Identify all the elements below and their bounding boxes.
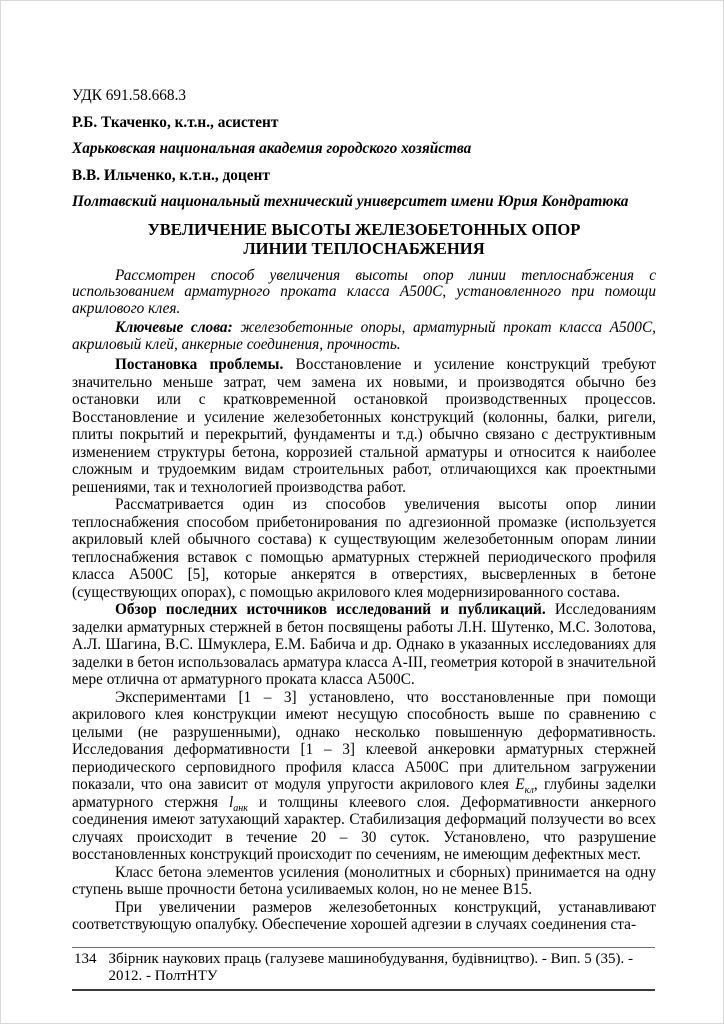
author-affiliation-1: Харьковская национальная академия городского хозяйства [72,140,472,157]
author-affiliation-2: Полтавский национальный технический университет имени Юрия Кондратюка [72,193,629,210]
udc-code: УДК 691.58.668.3 [72,87,187,104]
math-var-E: Е [515,776,525,794]
keywords-paragraph [72,320,656,353]
math-sub-ank: анк [233,803,248,815]
math-sub-kl: кл [524,785,534,797]
keywords-label: Ключевые слова: [115,319,233,337]
article-title [72,220,656,258]
paragraph-method-description: Рассматривается один из способов увеличения высоты опор линии теплоснабжения способом прибетонирования по адгезионной промазке (используется акриловый клей обычного состава) к существующим железобетонным опорам линии теплоснабжения вставок с помощью арматурных стержней периодического профиля класса А500С [5], которые анкерятся в отверстиях, высверленных в бетоне (существующих опорах), с помощью акрилового клея модернизированного состава. [72,496,656,601]
author-name-2: В.В. Ильченко, к.т.н., доцент [72,166,270,184]
keywords-list: железобетонные опоры, арматурный прокат класса А500С, акриловый клей, анкерные соединения, прочность. [72,319,656,353]
author-name-1: Р.Б. Ткаченко, к.т.н., асистент [72,113,279,131]
footer-journal-info: Збірник наукових праць (галузеве машинобудування, будівництво). - Вип. 5 (35). - 2012. - ПолтНТУ [108,951,633,984]
paragraph-lead-problem-statement: Постановка проблемы. [115,356,284,374]
article-title-line-2: ЛИНИИ ТЕПЛОСНАБЖЕНИЯ [243,238,485,258]
paragraph-problem-statement: Постановка проблемы. Восстановление и усиление конструкций требуют значительно меньше затрат, чем замена их новыми, и производятся обычно без остановки или с кратковременной остановкой производственных процессов. Восстановление и усиление железобетонных конструкций (колонны, балки, ригели, плиты покрытий и перекрытий, фундаменты и т.д.) обычно связано с деструктивным изменением структуры бетона, коррозией стальной арматуры и относится к наиболее сложным и трудоемким видам строительных работ, отличающихся как проектными решениями, так и технологией производства работ. [72,356,656,496]
article-title-line-1: УВЕЛИЧЕНИЕ ВЫСОТЫ ЖЕЛЕЗОБЕТОННЫХ ОПОР [147,219,581,239]
paragraph-lead-sources-review: Обзор последних источников исследований и публикаций. [115,601,546,619]
paragraph-concrete-class: Класс бетона элементов усиления (монолитных и сборных) принимается на одну ступень выше прочности бетона усиливаемых колон, но не менее В15. [72,863,656,899]
paragraph-experiments: Экспериментами [1 – 3] установлено, что восстановленные при помощи акрилового клея конструкции имеют несущую способность выше по сравнению с целыми (не разрушенными), однако несколько повышенную деформативность. Исследования деформативности [1 – 3] клеевой анкеровки арматурных стержней периодического серповидного профиля класса А500С при длительном загружении показали, что она зависит от модуля упругости акрилового клея $Е_{кл}$, глубины заделки арматурного стержня $l_{анк}$ и толщины клеевого слоя. Деформативности анкерного соединения имеют затухающий характер. Стабилизация деформаций ползучести во всех случаях происходит в течение 20 – 30 суток. Установлено, что разрушение восстановленных конструкций происходит по сечениям, не имеющим дефектных мест. [72,688,657,864]
paragraph-formwork: При увеличении размеров железобетонных конструкций, устанавливают соответствующую опалубку. Обеспечение хорошей адгезии в случаях соединения ста- [72,898,656,934]
page-footer [72,947,655,991]
page-content [72,87,656,934]
page-number: 134 [74,951,97,967]
math-var-l: l [229,793,234,811]
paragraph-sources-review: Обзор последних источников исследований и публикаций. Исследованиям заделки арматурных стержней в бетон посвящены работы Л.Н. Шутенко, М.С. Золотова, А.Л. Шагина, В.С. Шмуклера, Е.М. Бабича и др. Однако в указанных исследованиях для заделки в бетон использовалась арматура класса А-III, геометрия которой в значительной мере отлична от арматурного проката класса А500С. [72,601,656,689]
abstract-text: Рассмотрен способ увеличения высоты опор линии теплоснабжения с использованием арматурного проката класса А500С, установленного при помощи акрилового клея. [72,266,656,317]
